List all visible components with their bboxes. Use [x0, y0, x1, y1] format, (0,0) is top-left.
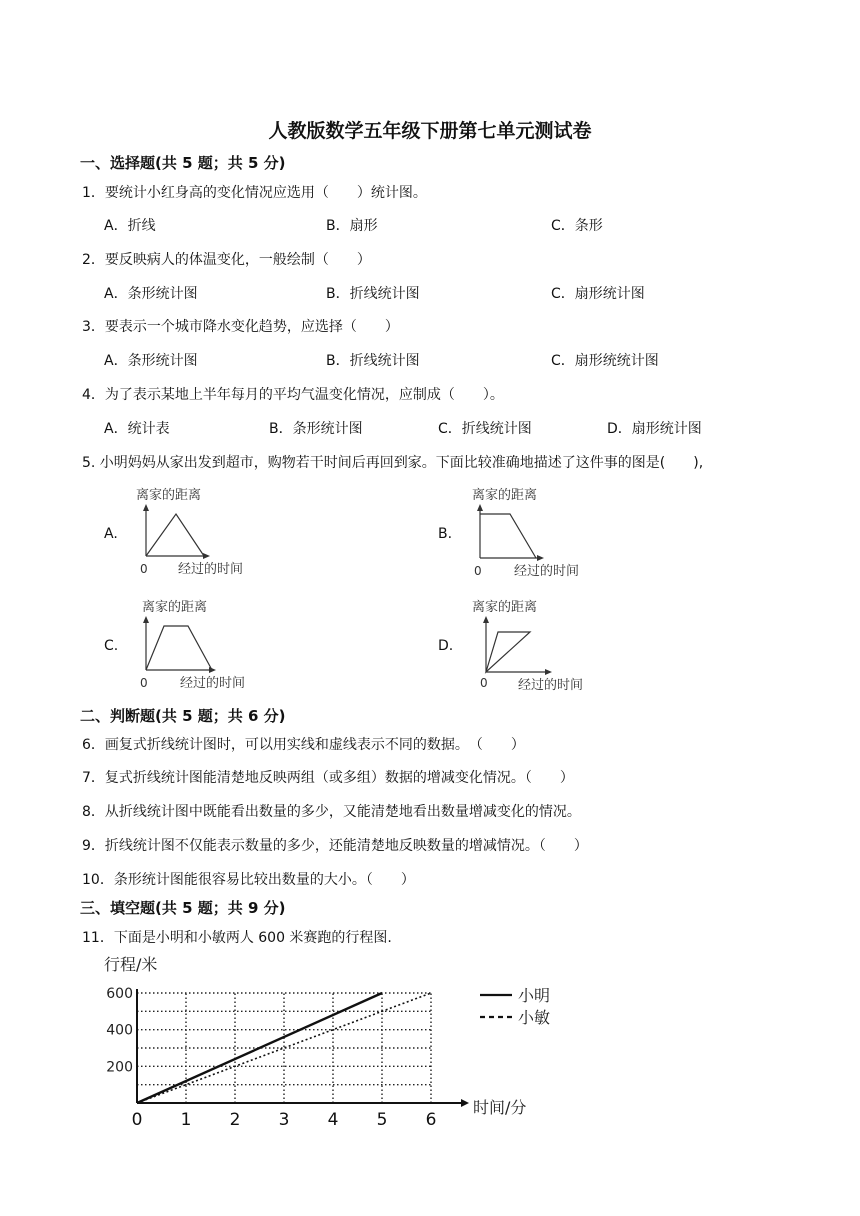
question-8: 8．从折线统计图中既能看出数量的多少，又能清楚地看出数量增减变化的情况。 — [82, 804, 581, 820]
graph-c-xlabel: 经过的时间 — [180, 676, 246, 691]
svg-text:0: 0 — [474, 564, 482, 578]
q5-graph-c — [128, 596, 268, 696]
x-tick-label: 4 — [327, 1110, 339, 1130]
graph-a-ylabel: 离家的距离 — [136, 488, 202, 503]
graph-a-xlabel: 经过的时间 — [178, 562, 244, 577]
q5-option-b-label: B. — [438, 526, 453, 542]
question-10: 10．条形统计图能很容易比较出数量的大小。（ ） — [82, 872, 415, 888]
q1-option-b: B．扇形 — [326, 218, 378, 234]
question-2: 2．要反映病人的体温变化，一般绘制（ ） — [82, 252, 371, 268]
graph-b-ylabel: 离家的距离 — [472, 488, 538, 503]
q4-option-a: A．统计表 — [104, 421, 170, 437]
x-tick-label: 6 — [425, 1110, 437, 1130]
question-9: 9．折线统计图不仅能表示数量的多少，还能清楚地反映数量的增减情况。（ ） — [82, 838, 588, 854]
question-6: 6．画复式折线统计图时，可以用实线和虚线表示不同的数据。 （ ） — [82, 737, 525, 753]
q3-option-c: C．扇形统统计图 — [551, 353, 659, 369]
graph-b-xlabel: 经过的时间 — [514, 564, 580, 579]
question-7: 7．复式折线统计图能清楚地反映两组（或多组）数据的增减变化情况。（ ） — [82, 770, 574, 786]
svg-text:0: 0 — [480, 676, 488, 690]
q5-graph-b — [462, 484, 602, 584]
q5-option-d-label: D. — [438, 638, 454, 654]
y-tick-label: 400 — [106, 1022, 133, 1039]
q1-option-a: A．折线 — [104, 218, 156, 234]
x-axis-label: 时间/分 — [473, 1098, 527, 1117]
question-4: 4．为了表示某地上半年每月的平均气温变化情况，应制成（ ）。 — [82, 387, 504, 403]
x-tick-label: 3 — [278, 1110, 290, 1130]
q3-option-b: B．折线统计图 — [326, 353, 420, 369]
graph-d-ylabel: 离家的距离 — [472, 600, 538, 615]
question-3: 3．要表示一个城市降水变化趋势，应选择（ ） — [82, 319, 399, 335]
y-tick-label: 200 — [106, 1059, 133, 1076]
race-chart — [96, 950, 566, 1144]
y-axis-label: 行程/米 — [104, 955, 158, 974]
q2-option-b: B．折线统计图 — [326, 286, 420, 302]
q2-option-a: A．条形统计图 — [104, 286, 198, 302]
svg-text:0: 0 — [140, 562, 148, 576]
q5-graph-a — [128, 484, 268, 584]
graph-c-ylabel: 离家的距离 — [142, 600, 208, 615]
q4-option-d: D．扇形统计图 — [607, 421, 702, 437]
legend-label-2: 小敏 — [518, 1008, 551, 1027]
q4-option-c: C．折线统计图 — [438, 421, 532, 437]
x-axis-arrow — [461, 1099, 469, 1107]
legend-label-1: 小明 — [518, 986, 551, 1005]
x-tick-label: 5 — [376, 1110, 388, 1130]
question-1: 1．要统计小红身高的变化情况应选用（ ）统计图。 — [82, 185, 427, 201]
q3-option-a: A．条形统计图 — [104, 353, 198, 369]
section-heading-judge: 二、判断题(共 5 题；共 6 分) — [80, 707, 286, 725]
q5-option-a-label: A. — [104, 526, 118, 542]
q4-option-b: B．条形统计图 — [269, 421, 363, 437]
q5-graph-d — [462, 596, 602, 696]
page-title: 人教版数学五年级下册第七单元测试卷 — [268, 120, 592, 142]
question-11: 11．下面是小明和小敏两人 600 米赛跑的行程图. — [82, 930, 392, 946]
section-heading-fill: 三、填空题(共 5 题；共 9 分) — [80, 899, 286, 917]
q1-option-c: C．条形 — [551, 218, 603, 234]
race-chart-svg — [96, 950, 566, 1140]
q5-option-c-label: C. — [104, 638, 119, 654]
graph-d-xlabel: 经过的时间 — [518, 678, 584, 692]
y-tick-label: 600 — [106, 986, 133, 1002]
q2-option-c: C．扇形统计图 — [551, 286, 645, 302]
section-heading-choice: 一、选择题(共 5 题；共 5 分) — [80, 154, 286, 172]
x-tick-label: 1 — [180, 1110, 192, 1130]
x-tick-label: 0 — [131, 1110, 143, 1130]
svg-text:0: 0 — [140, 676, 148, 690]
question-5: 5. 小明妈妈从家出发到超市，购物若干时间后再回到家。下面比较准确地描述了这件事的图是( ), — [82, 455, 704, 471]
x-tick-label: 2 — [229, 1110, 241, 1130]
